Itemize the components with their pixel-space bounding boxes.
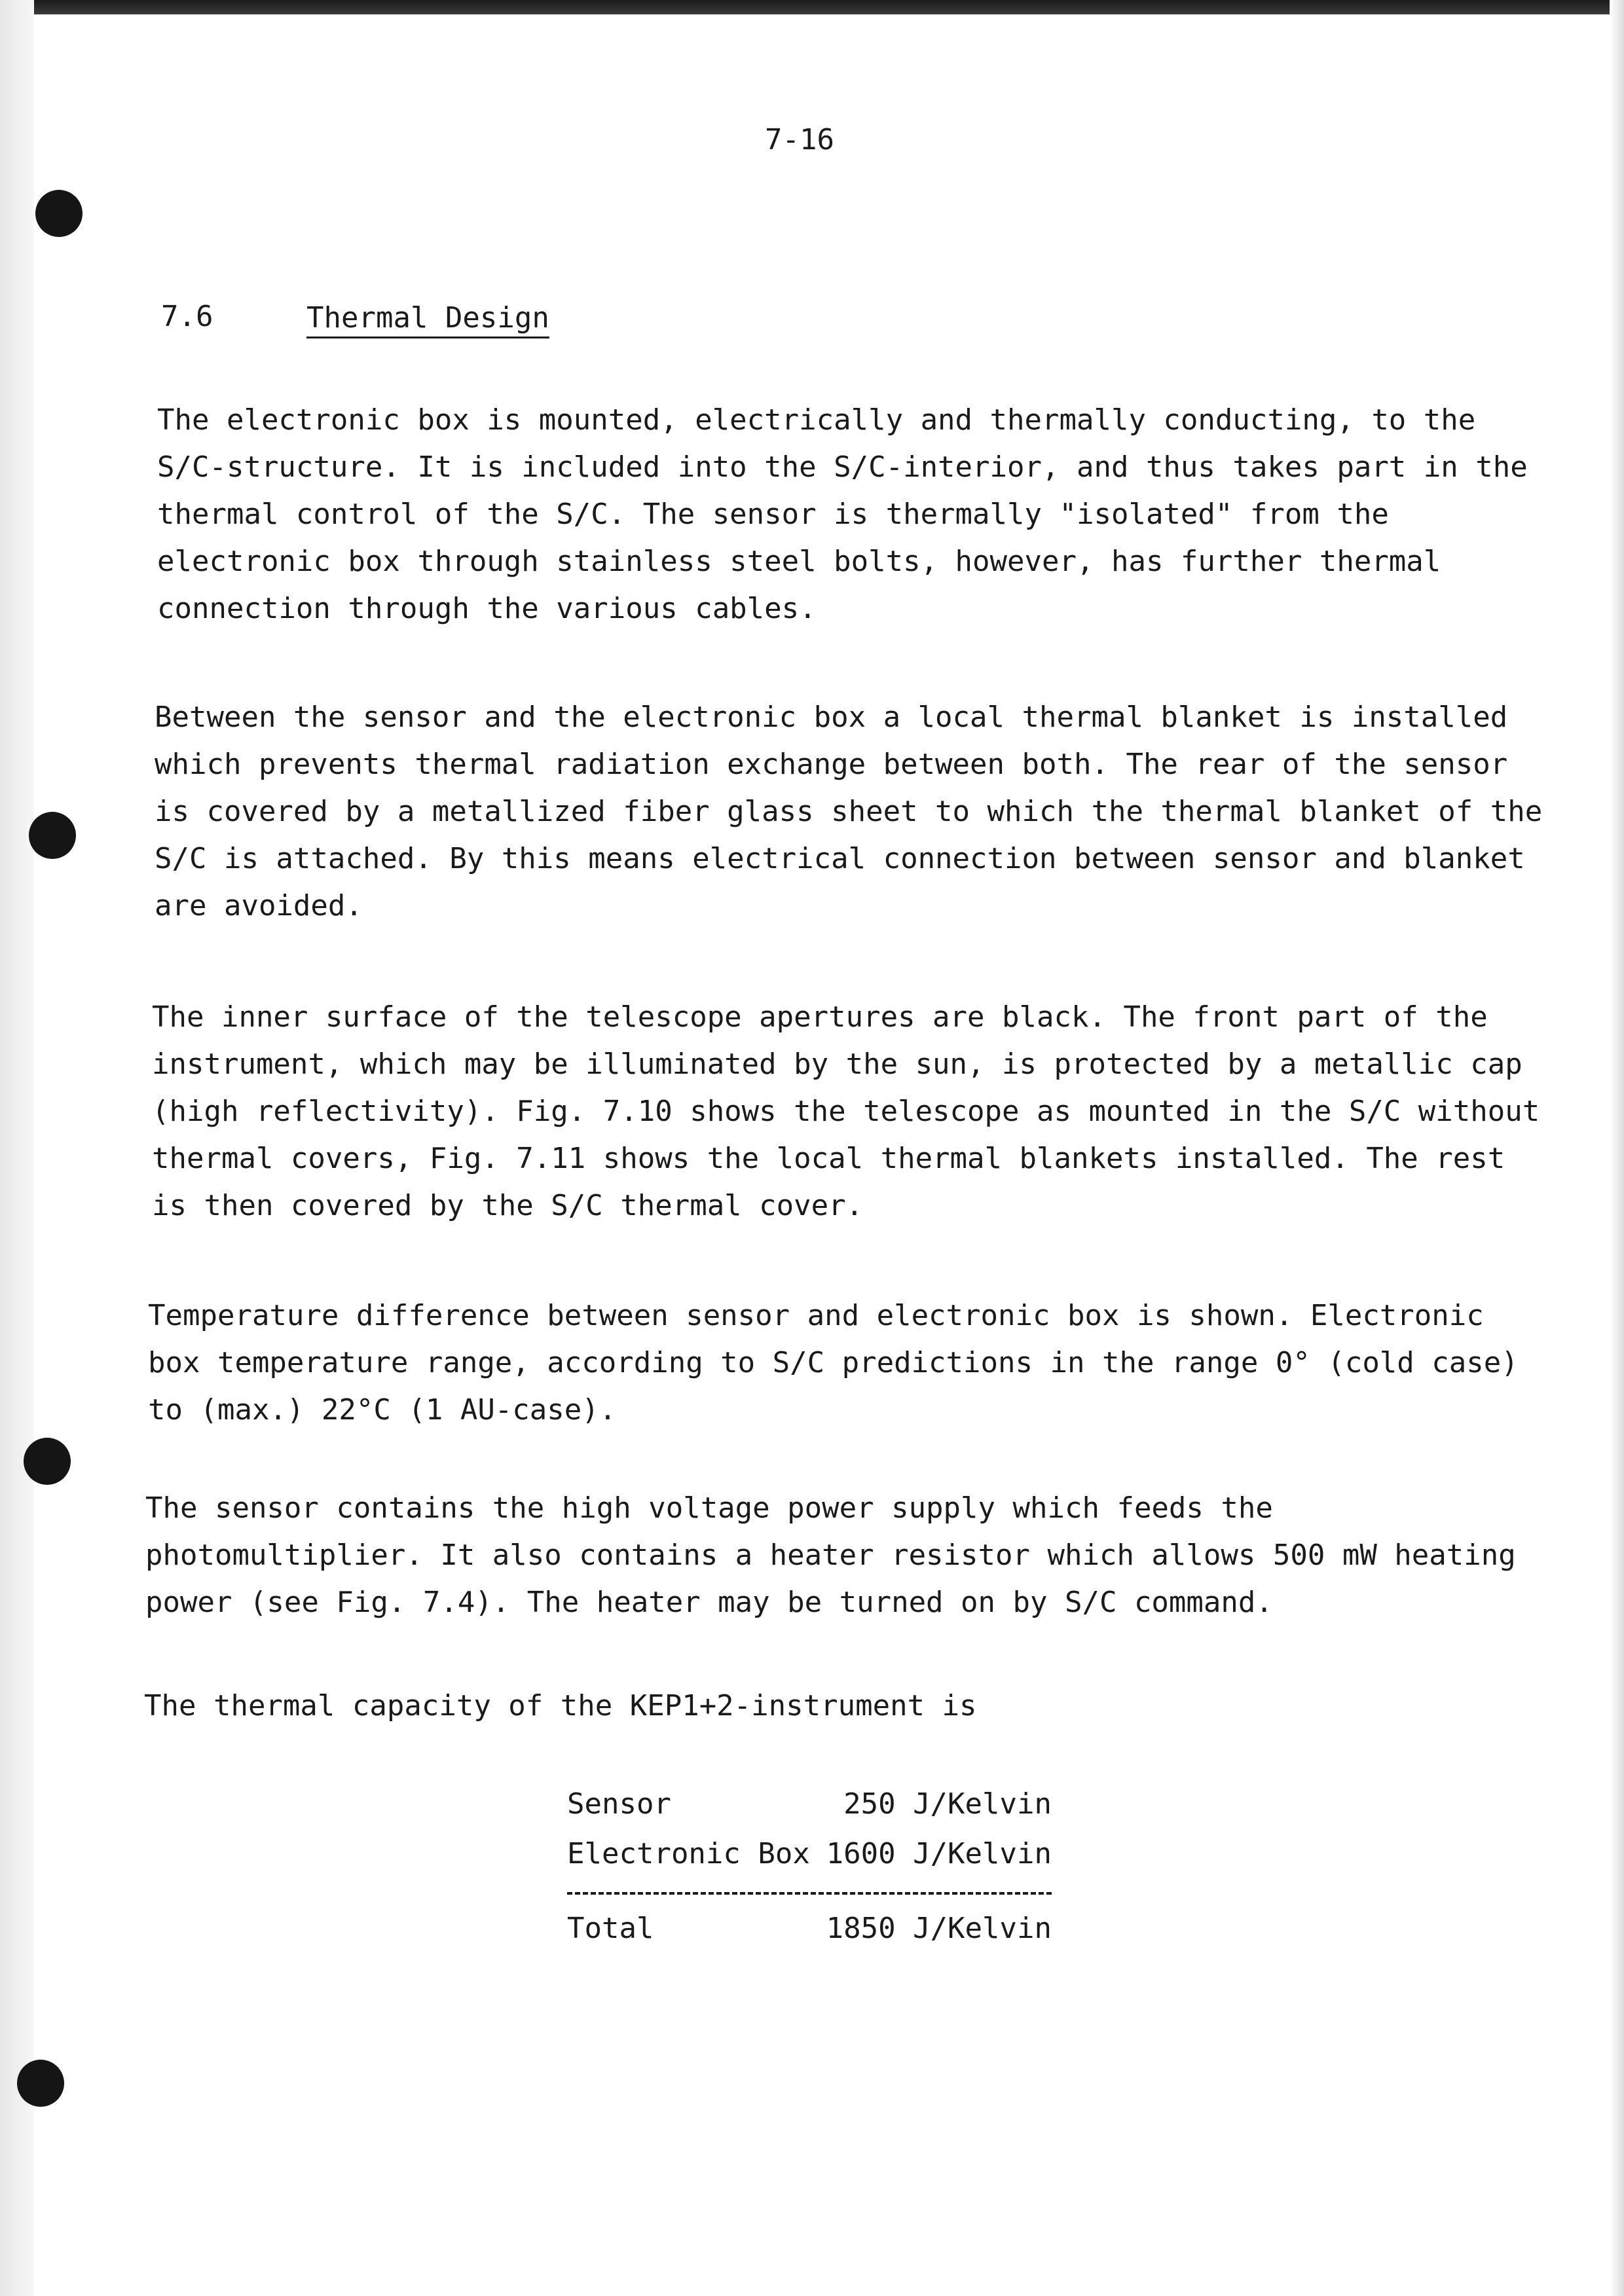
text-line: instrument, which may be illuminated by the sun, is protected by a metallic cap bbox=[152, 1048, 1522, 1081]
row-value: 1600 J/Kelvin bbox=[826, 1837, 1052, 1870]
total-divider bbox=[567, 1892, 1052, 1895]
row-value: 250 J/Kelvin bbox=[843, 1787, 1052, 1821]
text-line: which prevents thermal radiation exchange between both. The rear of the sensor bbox=[155, 748, 1508, 781]
text-line: power (see Fig. 7.4). The heater may be turned on by S/C command. bbox=[145, 1586, 1273, 1619]
punch-hole bbox=[24, 1438, 71, 1485]
scan-top-edge bbox=[0, 0, 1624, 14]
text-line: The inner surface of the telescope apertures are black. The front part of the bbox=[152, 1000, 1488, 1034]
paragraph-capacity-intro bbox=[144, 1683, 1467, 1730]
punch-hole bbox=[29, 812, 76, 859]
paragraph-mounting bbox=[157, 397, 1528, 632]
row-label: Electronic Box bbox=[567, 1837, 810, 1870]
table-row bbox=[567, 1779, 1052, 1829]
paragraph-heater bbox=[145, 1485, 1516, 1626]
text-line: are avoided. bbox=[155, 889, 363, 922]
text-line: Between the sensor and the electronic box a local thermal blanket is installed bbox=[155, 701, 1508, 734]
text-line: electronic box through stainless steel bolts, however, has further thermal bbox=[157, 545, 1441, 578]
scan-left-edge bbox=[0, 0, 34, 2296]
page-number: 7-16 bbox=[765, 123, 834, 156]
paragraph-apertures bbox=[152, 994, 1540, 1230]
scan-right-edge bbox=[1610, 0, 1624, 2296]
text-line: is then covered by the S/C thermal cover. bbox=[152, 1189, 864, 1222]
total-label: Total bbox=[567, 1912, 654, 1945]
thermal-capacity-table bbox=[567, 1779, 1052, 1954]
text-line: Temperature difference between sensor and electronic box is shown. Electronic bbox=[148, 1299, 1484, 1332]
text-line: S/C-structure. It is included into the S/C-interior, and thus takes part in the bbox=[157, 450, 1528, 484]
table-row bbox=[567, 1829, 1052, 1879]
text-line: to (max.) 22°C (1 AU-case). bbox=[148, 1393, 617, 1427]
paragraph-blanket bbox=[155, 694, 1543, 930]
text-line: (high reflectivity). Fig. 7.10 shows the telescope as mounted in the S/C without bbox=[152, 1095, 1540, 1128]
text-line: The sensor contains the high voltage power supply which feeds the bbox=[145, 1491, 1273, 1525]
text-line: thermal covers, Fig. 7.11 shows the local thermal blankets installed. The rest bbox=[152, 1142, 1505, 1175]
section-title: Thermal Design bbox=[306, 301, 549, 335]
total-value: 1850 J/Kelvin bbox=[826, 1912, 1052, 1945]
text-line: S/C is attached. By this means electrical connection between sensor and blanket bbox=[155, 842, 1525, 875]
table-total-row bbox=[567, 1904, 1052, 1954]
text-line: thermal control of the S/C. The sensor is thermally "isolated" from the bbox=[157, 498, 1389, 531]
text-line: The thermal capacity of the KEP1+2-instrument is bbox=[144, 1689, 977, 1722]
row-label: Sensor bbox=[567, 1787, 671, 1821]
paragraph-temperature bbox=[148, 1292, 1519, 1434]
text-line: connection through the various cables. bbox=[157, 592, 817, 625]
punch-hole bbox=[35, 190, 83, 237]
text-line: The electronic box is mounted, electrically and thermally conducting, to the bbox=[157, 403, 1476, 437]
text-line: is covered by a metallized fiber glass sheet to which the thermal blanket of the bbox=[155, 795, 1543, 828]
section-number: 7.6 bbox=[161, 300, 213, 333]
text-line: photomultiplier. It also contains a heater resistor which allows 500 mW heating bbox=[145, 1539, 1516, 1572]
text-line: box temperature range, according to S/C predictions in the range 0° (cold case) bbox=[148, 1346, 1519, 1379]
punch-hole bbox=[17, 2060, 64, 2107]
